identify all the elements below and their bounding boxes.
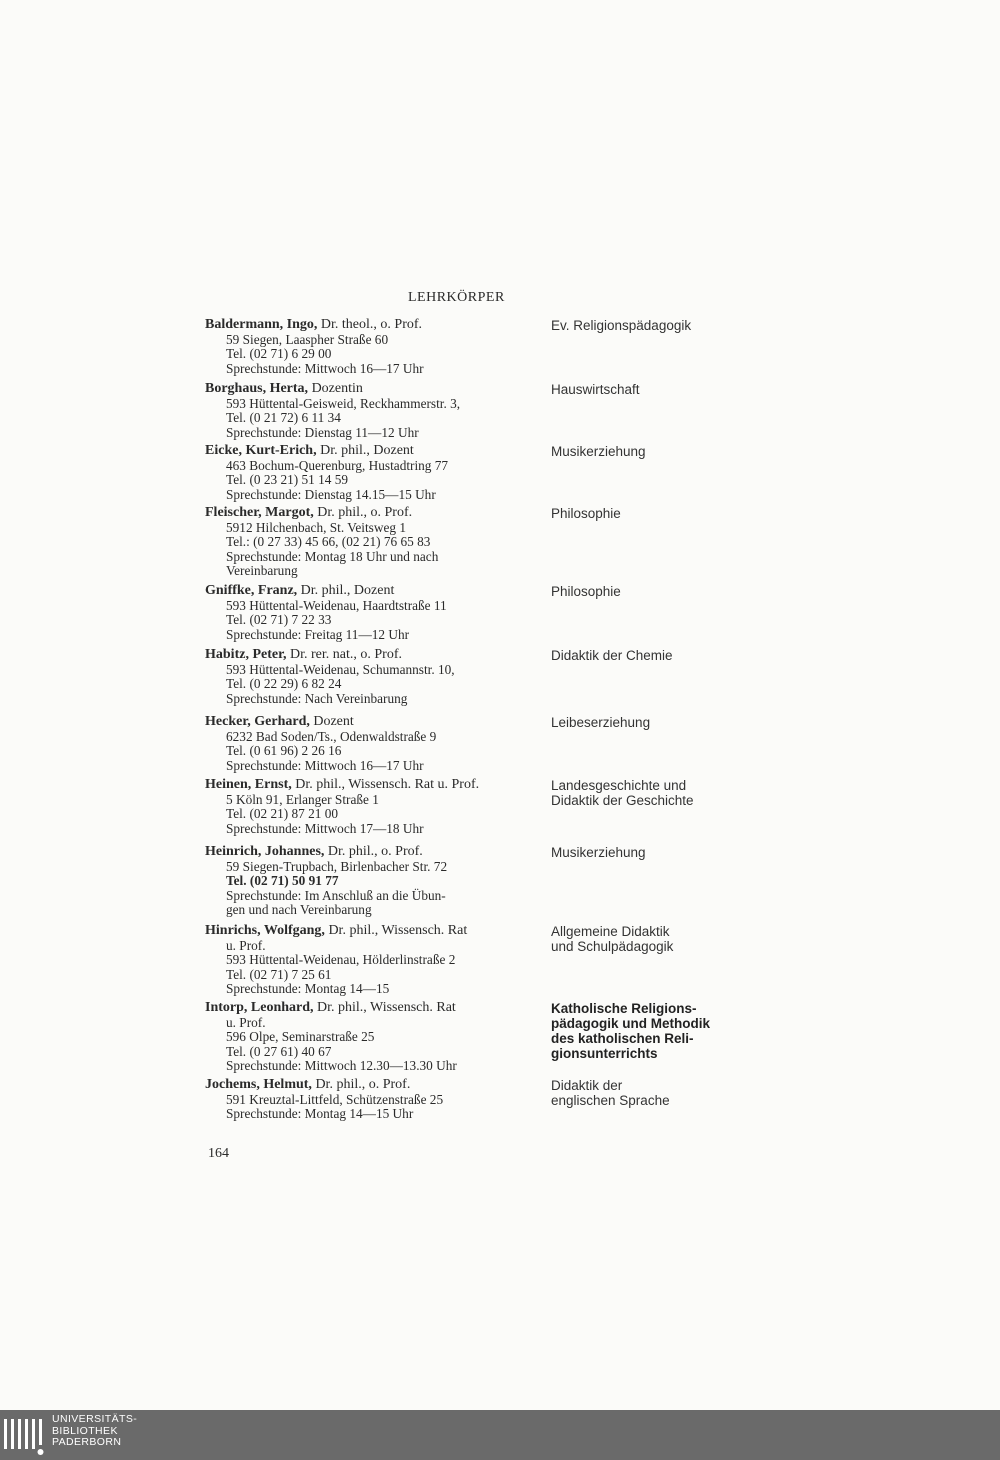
faculty-name: Hinrichs, Wolfgang, [205,923,325,938]
phone-line: Tel. (0 27 61) 40 67 [226,1043,332,1059]
subject-area: Katholische Religions- pädagogik und Methodik des katholischen Reli- gionsunterrichts [551,1001,710,1061]
faculty-title: Dr. rer. nat., o. Prof. [286,647,402,662]
faculty-title: Dr. phil., Wissensch. Rat [324,923,468,938]
subject-area: Landesgeschichte und Didaktik der Geschichte [551,778,694,808]
address-line: 591 Kreuztal-Littfeld, Schützenstraße 25 [226,1091,444,1107]
faculty-name: Jochems, Helmut, [205,1077,312,1092]
library-footer-bar [0,1410,1000,1460]
phone-line: Tel. (02 71) 7 22 33 [226,612,332,627]
address-line: 593 Hüttental-Geisweid, Reckhammerstr. 3, [226,395,461,411]
page-number: 164 [208,1146,229,1161]
title-continuation: u. Prof. [226,1014,266,1030]
faculty-name: Habitz, Peter, [205,647,287,662]
faculty-name: Fleischer, Margot, [205,505,314,520]
phone-line: Tel. (0 22 29) 6 82 24 [226,676,342,691]
address-line: 596 Olpe, Seminarstraße 25 [226,1029,375,1044]
address-line: 463 Bochum-Querenburg, Hustadtring 77 [226,457,449,473]
office-hours-line: Sprechstunde: Nach Vereinbarung [226,690,408,706]
subject-area: Musikerziehung [551,845,646,860]
address-line: 5 Köln 91, Erlanger Straße 1 [226,791,379,807]
faculty-title: Dr. phil., Dozent [297,583,395,598]
address-line: 59 Siegen-Trupbach, Birlenbacher Str. 72 [226,858,448,874]
faculty-title: Dr. phil., Wissensch. Rat u. Prof. [291,777,480,792]
faculty-name: Hecker, Gerhard, [205,714,310,729]
faculty-name: Heinen, Ernst, [205,777,292,792]
faculty-title: Dr. phil., Dozent [316,443,414,458]
office-hours-line: Sprechstunde: Mittwoch 16—17 Uhr [226,757,424,773]
faculty-title: Dozent [309,714,354,729]
phone-line: Tel. (02 71) 6 29 00 [226,346,332,361]
phone-line: Tel. (0 21 72) 6 11 34 [226,410,341,425]
faculty-name: Baldermann, Ingo, [205,317,318,332]
office-hours-line: Sprechstunde: Dienstag 11—12 Uhr [226,424,419,440]
subject-area: Ev. Religionspädagogik [551,318,692,333]
office-hours-line: gen und nach Vereinbarung [226,902,372,917]
phone-line: Tel. (0 23 21) 51 14 59 [226,472,349,487]
subject-area: Hauswirtschaft [551,382,640,397]
faculty-title: Dr. phil., o. Prof. [311,1077,411,1092]
address-line: 593 Hüttental-Weidenau, Hölderlinstraße 2 [226,952,456,967]
subject-area: Leibeserziehung [551,715,651,730]
office-hours-line: Sprechstunde: Dienstag 14.15—15 Uhr [226,486,436,502]
faculty-title: Dr. theol., o. Prof. [317,317,423,332]
faculty-title: Dr. phil., Wissensch. Rat [313,1000,456,1015]
office-hours-line: Sprechstunde: Freitag 11—12 Uhr [226,626,410,642]
faculty-name: Eicke, Kurt-Erich, [205,443,317,458]
phone-line: Tel. (02 71) 50 91 77 [226,873,339,888]
office-hours-line: Vereinbarung [226,563,298,578]
faculty-title: Dr. phil., o. Prof. [324,844,423,859]
address-line: 593 Hüttental-Weidenau, Haardtstraße 11 [226,597,447,613]
faculty-name: Heinrich, Johannes, [205,844,325,859]
subject-area: Philosophie [551,584,621,599]
phone-line: Tel.: (0 27 33) 45 66, (02 21) 76 65 83 [226,534,431,549]
subject-area: Didaktik der englischen Sprache [551,1078,670,1108]
office-hours-line: Sprechstunde: Montag 14—15 [226,981,390,996]
library-logo-text: UNIVERSITÄTS- BIBLIOTHEK PADERBORN [52,1413,138,1448]
phone-line: Tel. (02 71) 7 25 61 [226,966,332,982]
phone-line: Tel. (0 61 96) 2 26 16 [226,743,342,758]
title-continuation: u. Prof. [226,937,266,953]
address-line: 59 Siegen, Laaspher Straße 60 [226,331,389,347]
faculty-name: Intorp, Leonhard, [205,1000,314,1015]
subject-area: Allgemeine Didaktik und Schulpädagogik [551,924,674,954]
faculty-title: Dozentin [308,381,363,396]
subject-area: Musikerziehung [551,444,646,459]
faculty-name: Borghaus, Herta, [205,381,309,396]
address-line: 5912 Hilchenbach, St. Veitsweg 1 [226,519,406,535]
address-line: 593 Hüttental-Weidenau, Schumannstr. 10, [226,661,455,677]
office-hours-line: Sprechstunde: Mittwoch 17—18 Uhr [226,820,424,836]
faculty-name: Gniffke, Franz, [205,583,298,598]
phone-line: Tel. (02 21) 87 21 00 [226,806,339,821]
office-hours-line: Sprechstunde: Mittwoch 12.30—13.30 Uhr [226,1058,457,1073]
office-hours-line: Sprechstunde: Im Anschluß an die Übun- [226,887,446,903]
office-hours-line: Sprechstunde: Montag 18 Uhr und nach [226,548,439,564]
address-line: 6232 Bad Soden/Ts., Odenwaldstraße 9 [226,728,437,744]
subject-area: Didaktik der Chemie [551,648,673,663]
subject-area: Philosophie [551,506,621,521]
library-logo-icon [4,1419,48,1459]
faculty-title: Dr. phil., o. Prof. [313,505,413,520]
page-heading: LEHRKÖRPER [408,290,505,305]
office-hours-line: Sprechstunde: Mittwoch 16—17 Uhr [226,360,424,376]
office-hours-line: Sprechstunde: Montag 14—15 Uhr [226,1106,414,1121]
